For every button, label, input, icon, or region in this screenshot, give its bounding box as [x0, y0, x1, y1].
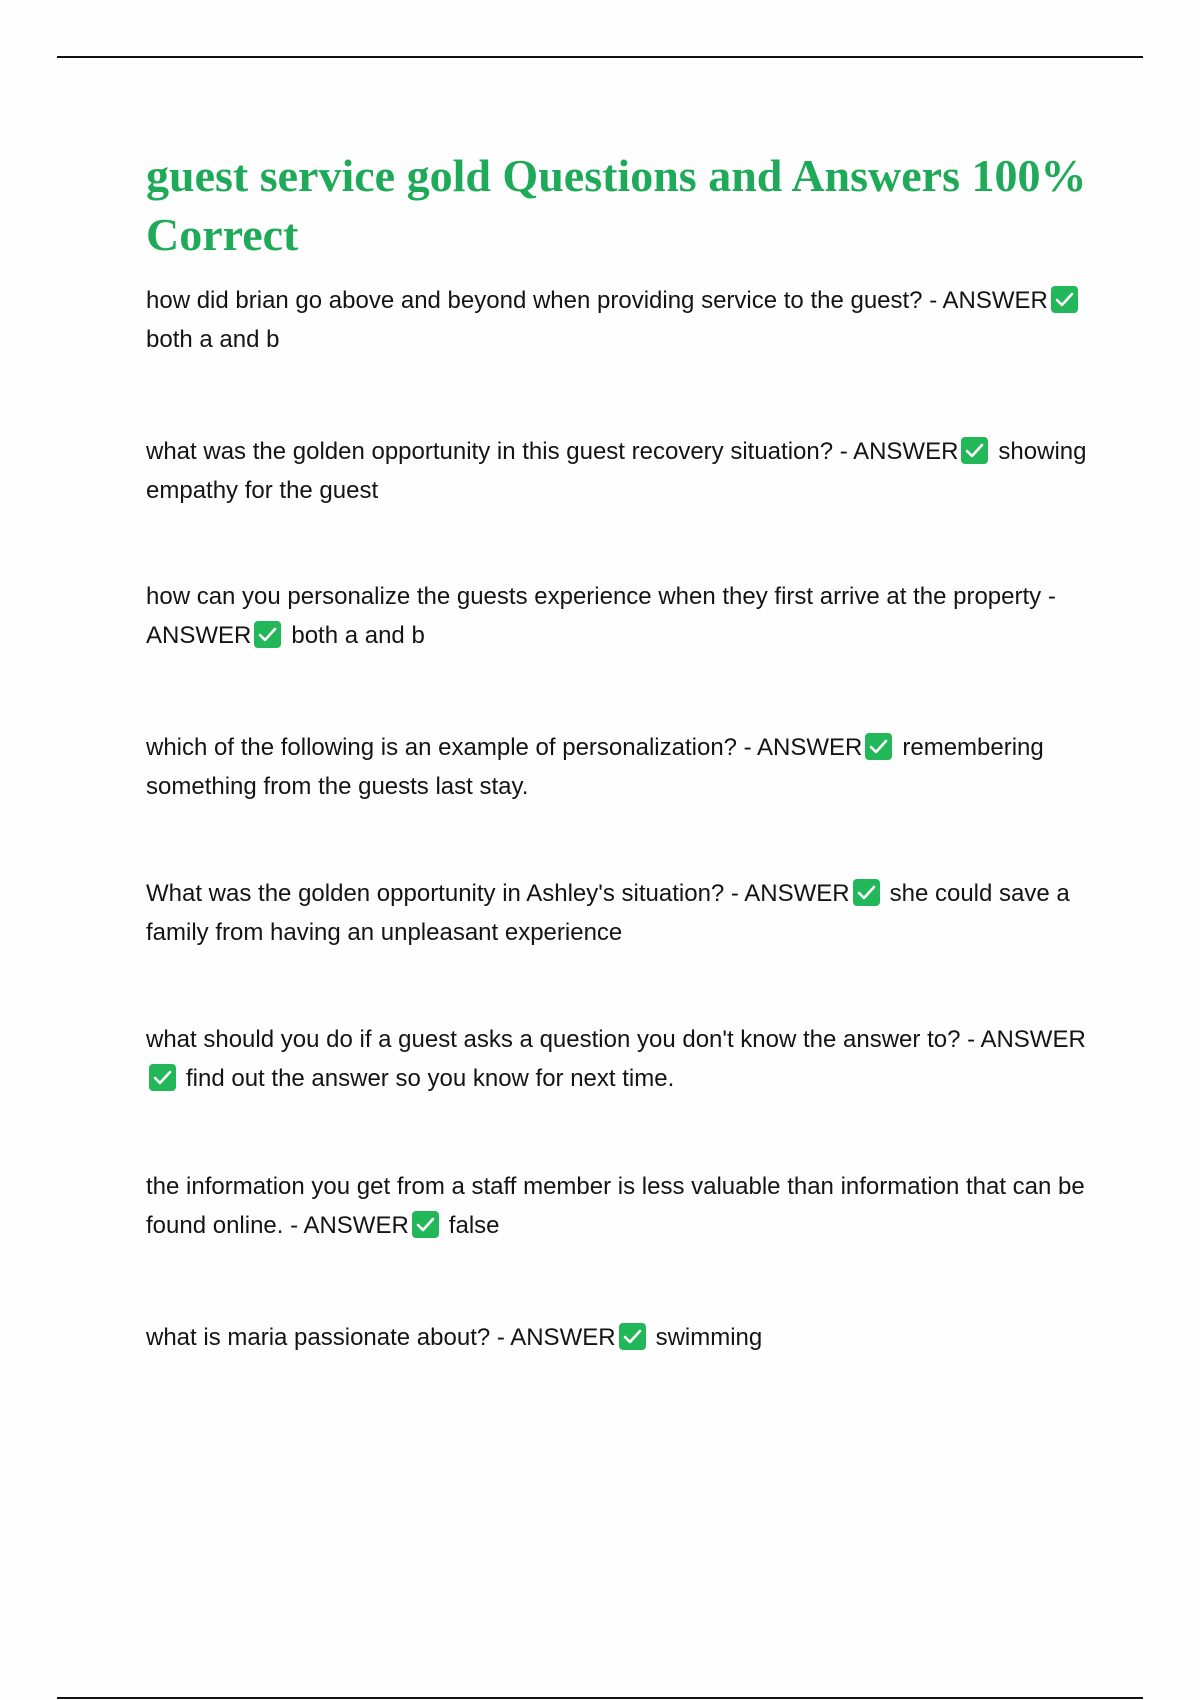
question-text: what should you do if a guest asks a question you don't know the answer to? - — [146, 1026, 976, 1053]
answer-text: false — [448, 1212, 500, 1239]
answer-label: ANSWER — [303, 1212, 409, 1239]
answer-label: ANSWER — [853, 438, 959, 465]
checkmark-icon — [865, 733, 892, 760]
question-text: what is maria passionate about? - — [146, 1324, 505, 1351]
question-text: how did brian go above and beyond when providing service to the guest? - — [146, 287, 938, 314]
qa-item — [146, 1020, 1106, 1098]
answer-text: both a and b — [146, 326, 280, 353]
answer-label: ANSWER — [757, 734, 863, 761]
qa-item — [146, 577, 1106, 655]
checkmark-icon — [619, 1323, 646, 1350]
bottom-divider — [57, 1697, 1143, 1699]
answer-text: both a and b — [291, 622, 425, 649]
document-title: guest service gold Questions and Answers 100% Correct — [146, 150, 1087, 260]
checkmark-icon — [412, 1211, 439, 1238]
question-text: the information you get from a staff member is less valuable than information that can be found online. - — [146, 1173, 1085, 1239]
checkmark-icon — [149, 1064, 176, 1091]
answer-label: ANSWER — [146, 622, 252, 649]
checkmark-icon — [1051, 286, 1078, 313]
answer-text: find out the answer so you know for next time. — [186, 1065, 675, 1092]
answer-label: ANSWER — [942, 287, 1048, 314]
question-text: What was the golden opportunity in Ashley's situation? - — [146, 880, 739, 907]
question-text: what was the golden opportunity in this guest recovery situation? - — [146, 438, 848, 465]
answer-label: ANSWER — [510, 1324, 616, 1351]
qa-item — [146, 728, 1106, 806]
answer-text: showing empathy for the guest — [146, 438, 1087, 504]
qa-item — [146, 1318, 1106, 1357]
answer-text: she could save a family from having an unpleasant experience — [146, 880, 1070, 946]
qa-item — [146, 1167, 1106, 1245]
question-text: which of the following is an example of personalization? - — [146, 734, 752, 761]
qa-item — [146, 874, 1106, 952]
answer-text: remembering something from the guests last stay. — [146, 734, 1044, 800]
checkmark-icon — [254, 621, 281, 648]
checkmark-icon — [853, 879, 880, 906]
top-divider — [57, 56, 1143, 58]
answer-label: ANSWER — [744, 880, 850, 907]
checkmark-icon — [961, 437, 988, 464]
qa-item — [146, 281, 1106, 359]
answer-label: ANSWER — [980, 1026, 1086, 1053]
qa-item — [146, 432, 1106, 510]
answer-text: swimming — [655, 1324, 763, 1351]
question-text: how can you personalize the guests experience when they first arrive at the property - — [146, 583, 1056, 610]
